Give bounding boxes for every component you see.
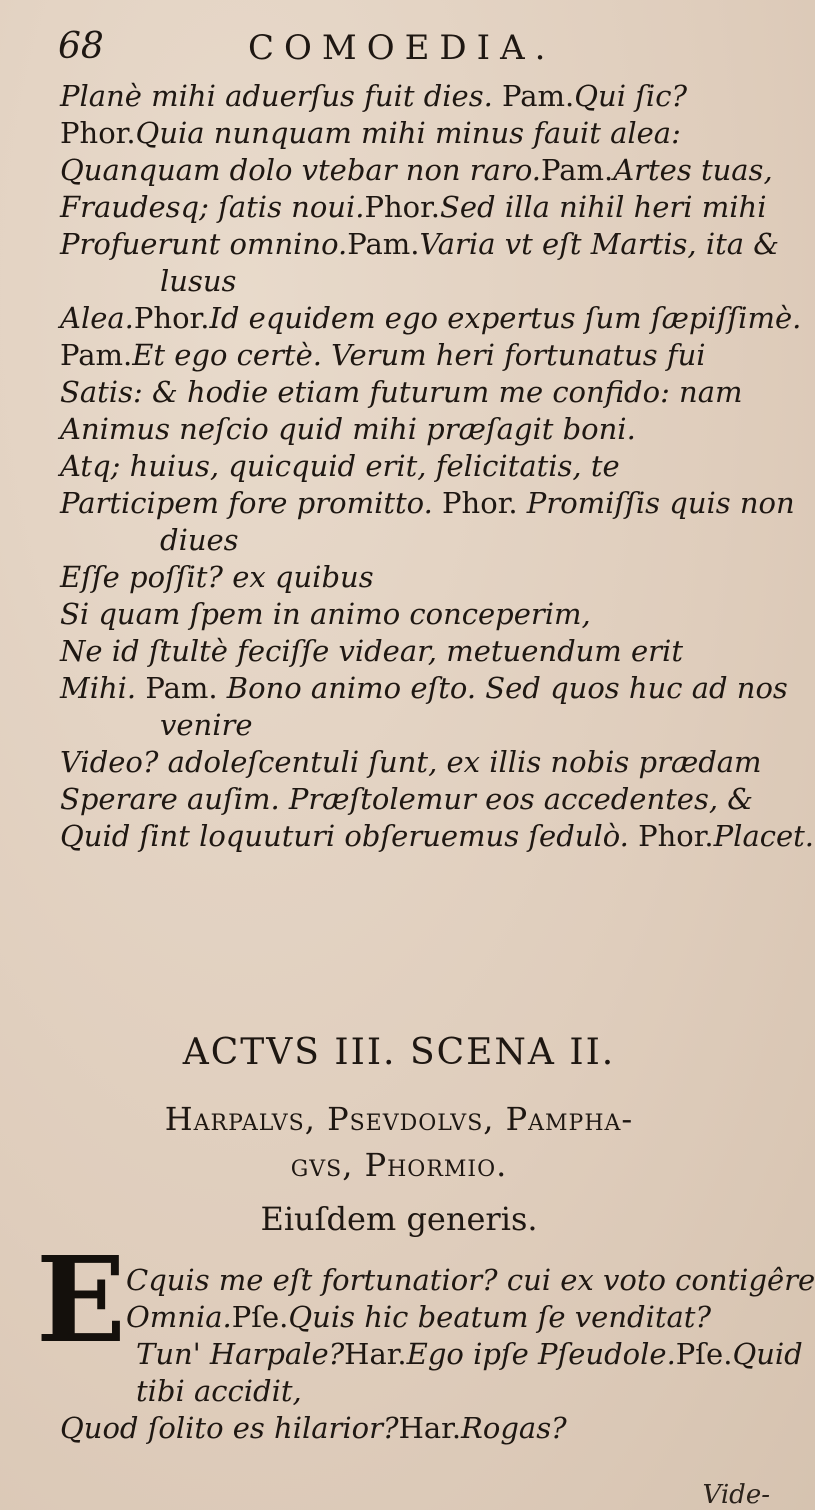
cast-list-line-1: Harpalvs, Psevdolvs, Pampha-: [164, 1100, 634, 1138]
verse-line: [60, 670, 790, 707]
verse-text: Promiſſis quis non: [517, 486, 795, 520]
page-number: 68: [58, 26, 104, 67]
verse-line: [60, 263, 790, 300]
verse-line: [60, 522, 790, 559]
verse-text: Video? adoleſcentuli ſunt, ex illis nobis prædam: [60, 745, 762, 779]
verse-text: Participem fore promitto.: [60, 486, 443, 520]
verse-text: Mihi.: [60, 671, 146, 705]
verse-line: [60, 337, 790, 374]
verse-text: Qui ſic?: [574, 79, 687, 113]
verse-text: Animus neſcio quid mihi præſagit boni.: [60, 412, 636, 446]
verse-text: Satis: & hodie etiam futurum me confido: nam: [60, 375, 743, 409]
verse-text: Cquis me eſt fortunatior? cui ex voto contigêre: [126, 1263, 815, 1297]
verse-text: Si quam ſpem in animo conceperim,: [60, 597, 591, 631]
verse-text: Omnia.: [126, 1300, 232, 1334]
running-head: COMOEDIA.: [248, 28, 556, 68]
verse-line: [60, 1299, 800, 1336]
verse-line: [60, 300, 802, 337]
verse-line: [60, 707, 790, 744]
speaker-label: Pſe.: [231, 1300, 289, 1334]
drop-cap-initial: E: [36, 1230, 126, 1369]
verse-line: [60, 633, 790, 670]
speaker-label: Phor.: [364, 190, 441, 224]
page-header: [58, 22, 758, 78]
verse-text: Id equidem ego expertus ſum ſæpiſſimè.: [209, 301, 802, 335]
verse-text: Atq; huius, quicquid erit, felicitatis, te: [60, 449, 620, 483]
verse-line: [60, 189, 790, 226]
verse-text: Bono animo eſto. Sed quos huc ad nos: [217, 671, 788, 705]
speaker-label: Pam.: [347, 227, 420, 261]
verse-line: [60, 1373, 800, 1410]
verse-line: [60, 1262, 815, 1299]
verse-line: [60, 744, 790, 781]
speaker-label: Phor.: [60, 116, 136, 150]
verse-text: Varia vt eſt Martis, ita &: [419, 227, 780, 261]
verse-block-scene-1: [60, 78, 815, 855]
verse-text: lusus: [160, 264, 237, 298]
verse-line: [60, 818, 815, 855]
verse-line: [60, 115, 790, 152]
speaker-label: Har.: [398, 1411, 462, 1445]
verse-text: Quanquam dolo vtebar non raro.: [60, 153, 541, 187]
verse-text: Alea.: [60, 301, 134, 335]
verse-line: [60, 78, 790, 115]
verse-line: [60, 559, 790, 596]
verse-text: Fraudesq; ſatis noui.: [60, 190, 365, 224]
verse-text: Tun' Harpale?: [136, 1337, 345, 1371]
verse-text: Ego ipſe Pſeudole.: [406, 1337, 676, 1371]
verse-text: diues: [160, 523, 239, 557]
verse-text: Quia nunquam mihi minus fauit alea:: [135, 116, 681, 150]
verse-line: [60, 226, 790, 263]
speaker-label: Pam.: [541, 153, 614, 187]
verse-line: [60, 781, 790, 818]
verse-text: Artes tuas,: [613, 153, 773, 187]
verse-text: Eſſe poſſit? ex quibus: [60, 560, 374, 594]
verse-text: Et ego certè. Verum heri fortunatus fui: [132, 338, 706, 372]
verse-line: [60, 1410, 800, 1447]
speaker-label: Phor.: [638, 819, 714, 853]
verse-text: Sperare auſim. Præſtolemur eos accedentes, &: [60, 782, 754, 816]
speaker-label: Har.: [344, 1337, 407, 1371]
verse-text: Quid: [732, 1337, 803, 1371]
verse-block-scene-2: [60, 1262, 815, 1447]
speaker-label: Phor.: [442, 486, 518, 520]
verse-line: [60, 448, 790, 485]
verse-line: [60, 374, 790, 411]
cast-list-line-2: gvs, Phormio.: [290, 1146, 508, 1184]
verse-line: [60, 1336, 803, 1373]
verse-text: Quis hic beatum ſe venditat?: [288, 1300, 711, 1334]
verse-line: [60, 411, 790, 448]
verse-line: [60, 596, 790, 633]
speaker-label: Pam.: [502, 79, 575, 113]
verse-text: Rogas?: [461, 1411, 567, 1445]
verse-text: Sed illa nihil heri mihi: [440, 190, 767, 224]
verse-line: [60, 152, 790, 189]
speaker-label: Pam.: [145, 671, 218, 705]
verse-text: tibi accidit,: [136, 1374, 302, 1408]
verse-text: Quid ſint loquuturi obſeruemus ſedulò.: [60, 819, 639, 853]
genre-note: Eiuſdem generis.: [260, 1200, 538, 1238]
verse-line: [60, 485, 795, 522]
verse-text: Profuerunt omnino.: [60, 227, 348, 261]
catchword: Vide-: [702, 1480, 770, 1510]
act-scene-heading: ACTVS III. SCENA II.: [182, 1032, 616, 1073]
speaker-label: Pam.: [60, 338, 133, 372]
verse-text: Placet.: [713, 819, 815, 853]
verse-text: Planè mihi aduerſus fuit dies.: [60, 79, 503, 113]
verse-text: venire: [160, 708, 253, 742]
speaker-label: Phor.: [133, 301, 210, 335]
speaker-label: Pſe.: [675, 1337, 733, 1371]
verse-text: Ne id ſtultè feciſſe videar, metuendum erit: [60, 634, 683, 668]
verse-text: Quod ſolito es hilarior?: [60, 1411, 399, 1445]
